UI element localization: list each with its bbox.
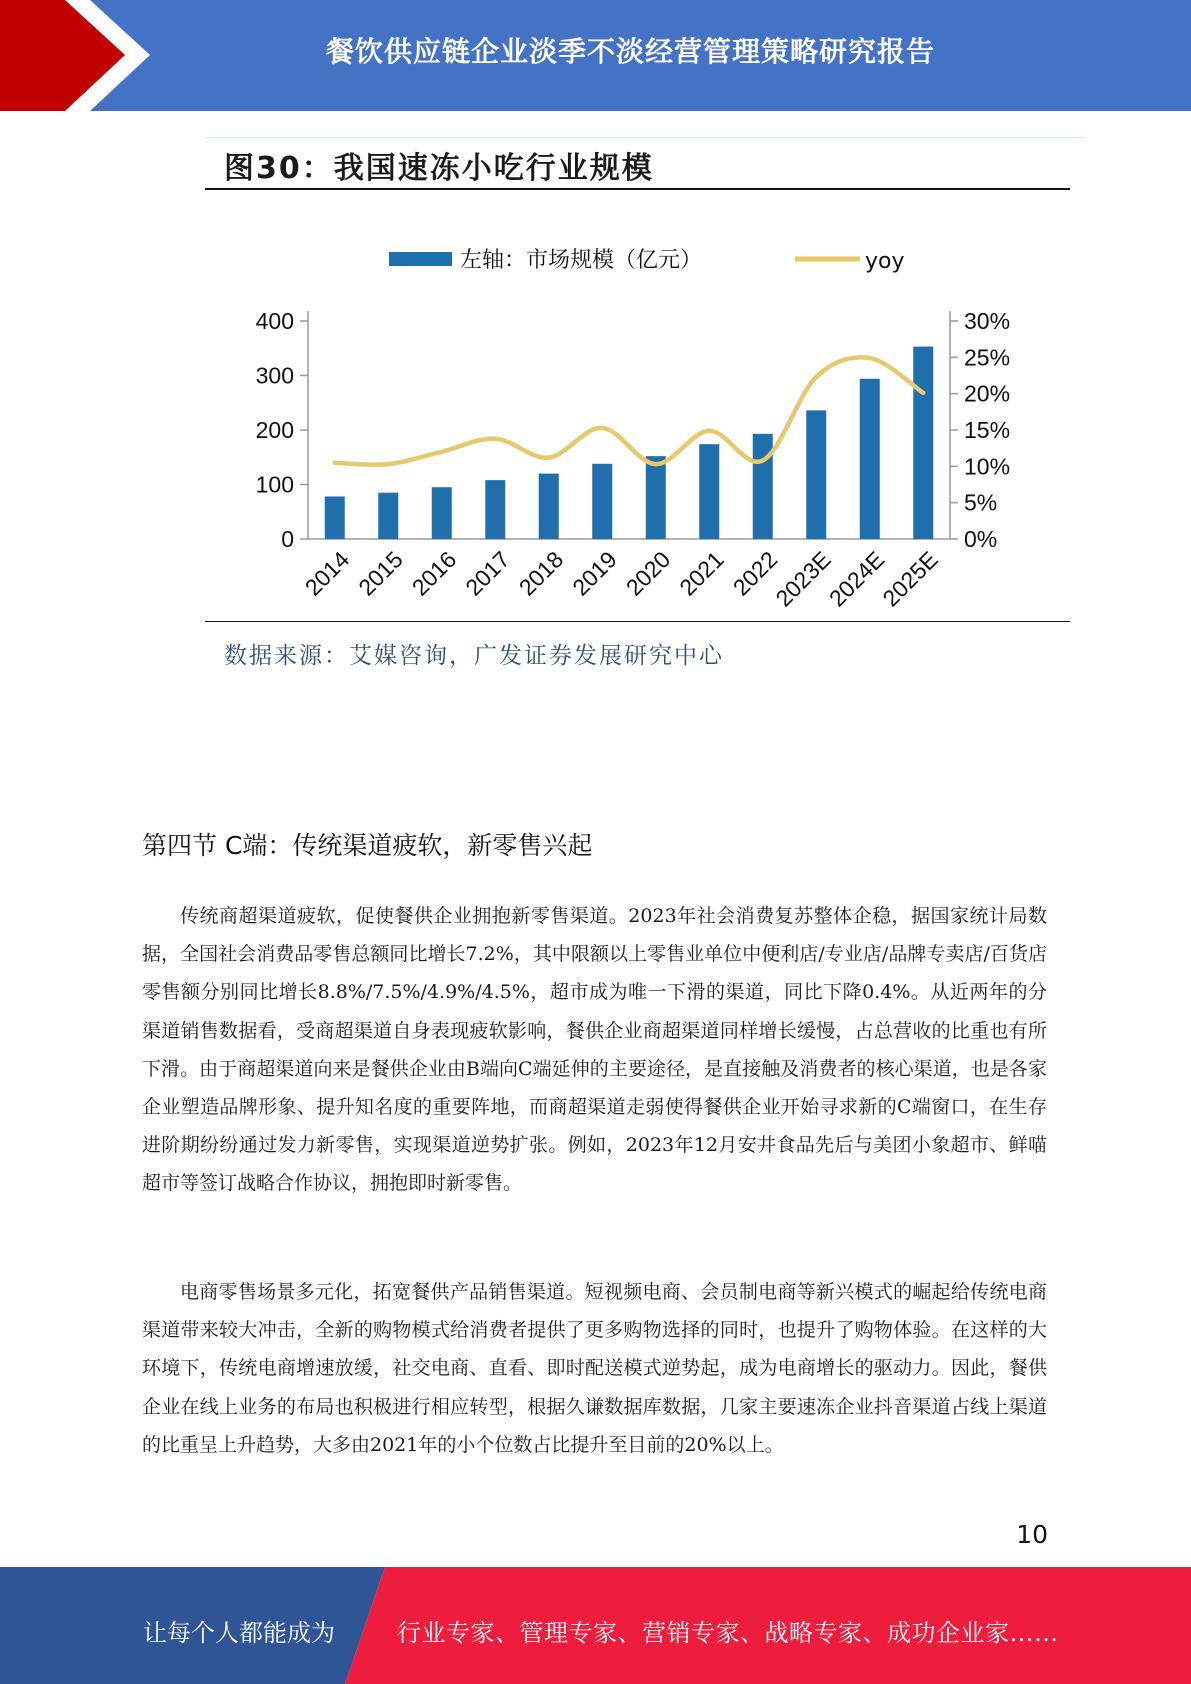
- header-arrow-icon: [0, 0, 160, 111]
- bar-market-size: [592, 464, 612, 539]
- section-heading: 第四节 C端：传统渠道疲软，新零售兴起: [142, 831, 593, 860]
- right-axis-tick-label: 25%: [964, 344, 1011, 371]
- paragraph-ecommerce-channels: 电商零售场景多元化，拓宽餐供产品销售渠道。短视频电商、会员制电商等新兴模式的崛起给传统电商渠道带来较大冲击，全新的购物模式给消费者提供了更多购物选择的同时，也提升了购物体验。在这样的大环境下，传统电商增速放缓，社交电商、直看、即时配送模式逆势起，成为电商增长的驱动力。因此，餐供企业在线上业务的布局也积极进行相应转型，根据久谦数据库数据，几家主要速冻企业抖音渠道占线上渠道的比重呈上升趋势，大多由2021年的小个位数占比提升至目前的20%以上。: [142, 1281, 1047, 1456]
- legend-label-yoy: yoy: [865, 249, 905, 274]
- footer-slogan-left: 让每个人都能成为: [143, 1619, 335, 1647]
- footer-slogan-right: 行业专家、管理专家、营销专家、战略专家、成功企业家……: [397, 1619, 1059, 1647]
- bar-market-size: [913, 347, 933, 539]
- paragraph-traditional-channels: 传统商超渠道疲软，促使餐供企业拥抱新零售渠道。2023年社会消费复苏整体企稳，据国家统计局数据，全国社会消费品零售总额同比增长7.2%，其中限额以上零售业单位中便利店/专业店/品牌专卖店/百货店零售额分别同比增长8.8%/7.5%/4.9%/4.5%，超市成为唯一下滑的渠道，同比下降0.4%。从近两年的分渠道销售数据看，受商超渠道自身表现疲软影响，餐供企业商超渠道同样增长缓慢，占总营收的比重也有所下滑。由于商超渠道向来是餐供企业由B端向C端延伸的主要途径，是直接触及消费者的核心渠道，也是各家企业塑造品牌形象、提升知名度的重要阵地，而商超渠道走弱使得餐供企业开始寻求新的C端窗口，在生存进阶期纷纷通过发力新零售，实现渠道逆势扩张。例如，2023年12月安井食品先后与美团小象超市、鲜喵超市等签订战略合作协议，拥抱即时新零售。: [142, 905, 1047, 1195]
- report-title: 餐饮供应链企业淡季不淡经营管理策略研究报告: [325, 35, 935, 68]
- figure-bottom-divider: [205, 621, 1070, 622]
- left-axis-tick-label: 200: [255, 417, 294, 443]
- header-bar: [0, 0, 1191, 111]
- x-axis-tick-label: 2025E: [877, 546, 943, 612]
- left-axis-tick-label: 300: [255, 362, 294, 389]
- legend-label-market-size: 左轴：市场规模（亿元）: [460, 248, 703, 273]
- line-yoy: [335, 357, 924, 464]
- x-axis-tick-label: 2015: [353, 546, 408, 601]
- bar-market-size: [485, 480, 505, 539]
- bar-market-size: [753, 434, 773, 539]
- footer-banner: [0, 1567, 1191, 1684]
- bar-market-size: [325, 496, 345, 539]
- x-axis-tick-label: 2016: [406, 546, 462, 601]
- x-axis-tick-label: 2021: [674, 546, 729, 601]
- market-size-chart: [205, 230, 1070, 625]
- x-axis-tick-label: 2022: [727, 546, 783, 601]
- left-axis-tick-label: 0: [281, 526, 294, 552]
- bar-market-size: [699, 444, 719, 539]
- right-axis-tick-label: 30%: [964, 308, 1011, 334]
- bar-market-size: [860, 379, 880, 539]
- bar-market-size: [378, 493, 398, 539]
- x-axis-tick-label: 2020: [620, 546, 676, 601]
- figure-title-rule: [205, 188, 1070, 190]
- bar-market-size: [806, 410, 826, 539]
- x-axis-tick-label: 2017: [460, 546, 515, 601]
- bar-market-size: [646, 456, 666, 539]
- legend-swatch-market-size: [389, 252, 452, 266]
- right-axis-tick-label: 0%: [964, 526, 998, 552]
- right-axis-tick-label: 20%: [964, 380, 1011, 407]
- right-axis-tick-label: 15%: [964, 417, 1011, 443]
- page-number: 10: [1016, 1520, 1048, 1549]
- x-axis-tick-label: 2014: [299, 546, 355, 601]
- figure-source: 数据来源：艾媒咨询，广发证券发展研究中心: [224, 643, 724, 669]
- bar-market-size: [432, 487, 452, 539]
- figure-title: 图30：我国速冻小吃行业规模: [224, 151, 654, 186]
- right-axis-tick-label: 10%: [964, 453, 1011, 480]
- left-axis-tick-label: 100: [255, 471, 294, 498]
- x-axis-tick-label: 2019: [567, 546, 622, 601]
- right-axis-tick-label: 5%: [964, 489, 998, 516]
- x-axis-tick-label: 2024E: [823, 546, 890, 612]
- figure-top-divider: [205, 137, 1085, 138]
- x-axis-tick-label: 2018: [513, 546, 569, 601]
- left-axis-tick-label: 400: [255, 308, 294, 334]
- x-axis-tick-label: 2023E: [770, 546, 836, 612]
- bar-market-size: [539, 474, 559, 539]
